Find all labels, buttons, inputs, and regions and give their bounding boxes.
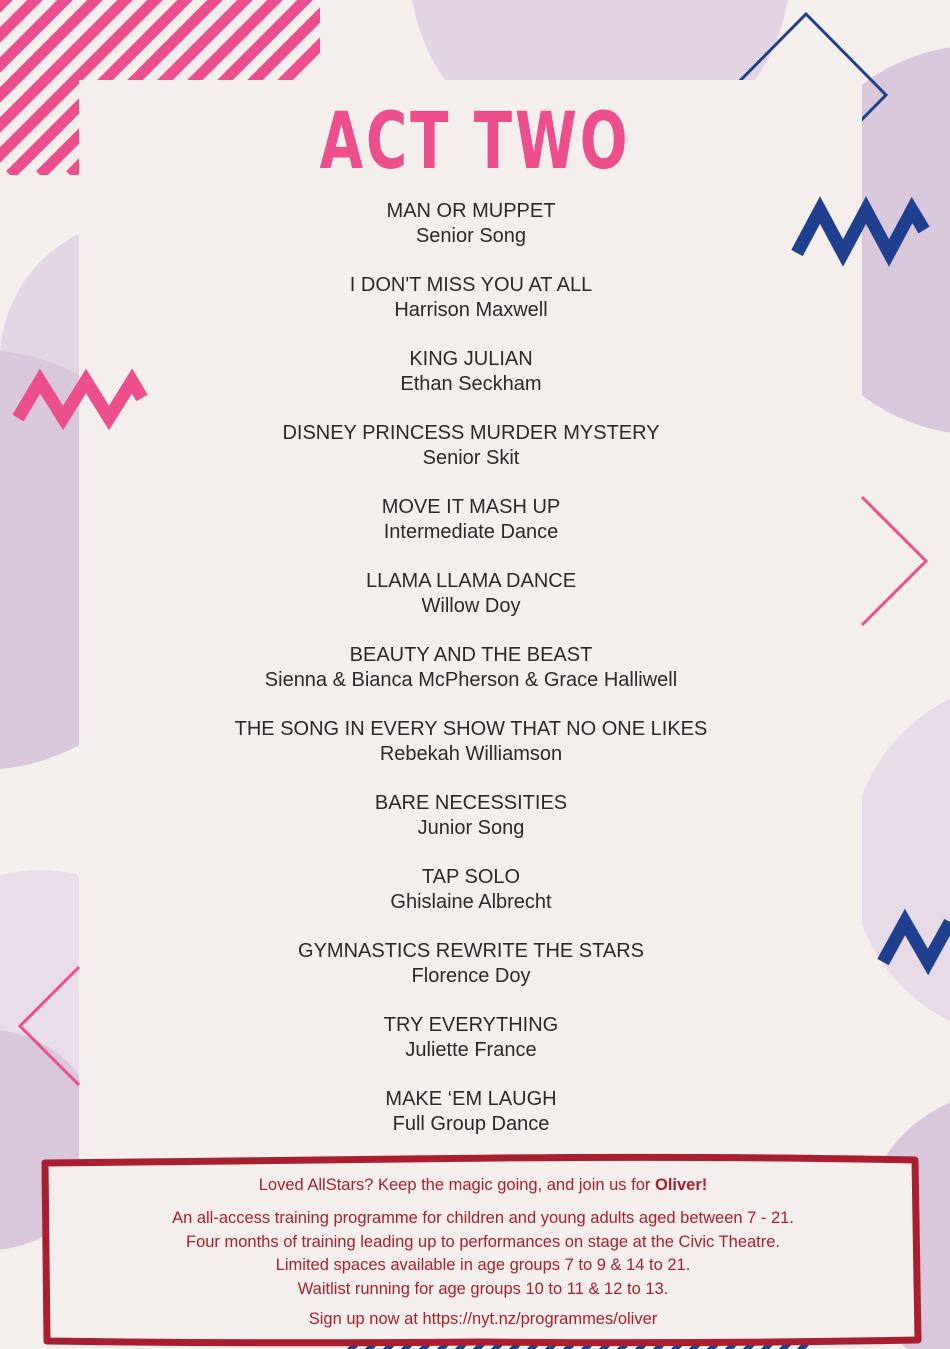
song-title: I DON'T MISS YOU AT ALL: [349, 274, 593, 296]
programme-item: [0, 199, 942, 273]
promo-intro-text: Loved AllStars? Keep the magic going, and join us for: [258, 1176, 655, 1194]
page-title: ACT TWO: [319, 97, 631, 187]
promo-line: Waitlist running for age groups 10 to 11 & 12 to 13.: [297, 1279, 669, 1298]
performer-name: Florence Doy: [411, 965, 531, 987]
programme-item: [0, 347, 942, 421]
song-title: DISNEY PRINCESS MURDER MYSTERY: [282, 422, 660, 444]
song-title: TAP SOLO: [421, 866, 521, 888]
programme-item: [0, 791, 942, 865]
song-title: THE SONG IN EVERY SHOW THAT NO ONE LIKES: [234, 718, 708, 740]
programme-item: [0, 1013, 942, 1087]
programme-item: [0, 865, 942, 939]
performer-name: Juliette France: [405, 1039, 537, 1061]
song-title: BARE NECESSITIES: [374, 792, 568, 814]
programme-list: [0, 199, 942, 1161]
promo-intro: [52, 1174, 914, 1198]
programme-item: [0, 495, 942, 569]
performer-name: Senior Skit: [422, 447, 520, 469]
performer-name: Harrison Maxwell: [394, 299, 548, 321]
programme-item: [0, 643, 942, 717]
performer-name: Willow Doy: [421, 595, 521, 617]
song-title: BEAUTY AND THE BEAST: [349, 644, 593, 666]
performer-name: Ethan Seckham: [400, 373, 542, 395]
promo-signup-link[interactable]: Sign up now at https://nyt.nz/programmes/oliver: [308, 1310, 658, 1328]
programme-item: [0, 421, 942, 495]
programme-item: [0, 1087, 942, 1161]
performer-name: Senior Song: [415, 225, 527, 247]
programme-item: [0, 939, 942, 1013]
promo-line: Limited spaces available in age groups 7 to 9 & 14 to 21.: [275, 1256, 691, 1274]
promo-line: An all-access training programme for children and young adults aged between 7 - 21.: [172, 1209, 794, 1227]
song-title: MAKE ‘EM LAUGH: [385, 1088, 557, 1110]
performer-name: Full Group Dance: [392, 1113, 550, 1135]
song-title: MAN OR MUPPET: [386, 200, 556, 222]
programme-item: [0, 569, 942, 643]
song-title: KING JULIAN: [409, 348, 533, 370]
song-title: MOVE IT MASH UP: [381, 496, 561, 518]
performer-name: Ghislaine Albrecht: [390, 891, 552, 913]
programme-item: [0, 273, 942, 347]
promo-box: [52, 1170, 914, 1338]
promo-details: [52, 1207, 914, 1301]
performer-name: Junior Song: [417, 817, 525, 839]
programme-item: [0, 717, 942, 791]
song-title: TRY EVERYTHING: [383, 1014, 559, 1036]
song-title: GYMNASTICS REWRITE THE STARS: [298, 940, 644, 962]
promo-line: Four months of training leading up to performances on stage at the Civic Theatre.: [185, 1232, 781, 1251]
performer-name: Sienna & Bianca McPherson & Grace Halliwell: [264, 669, 678, 691]
song-title: LLAMA LLAMA DANCE: [365, 570, 577, 592]
performer-name: Intermediate Dance: [383, 521, 559, 543]
promo-show-name: Oliver!: [654, 1176, 708, 1194]
performer-name: Rebekah Williamson: [379, 743, 563, 765]
